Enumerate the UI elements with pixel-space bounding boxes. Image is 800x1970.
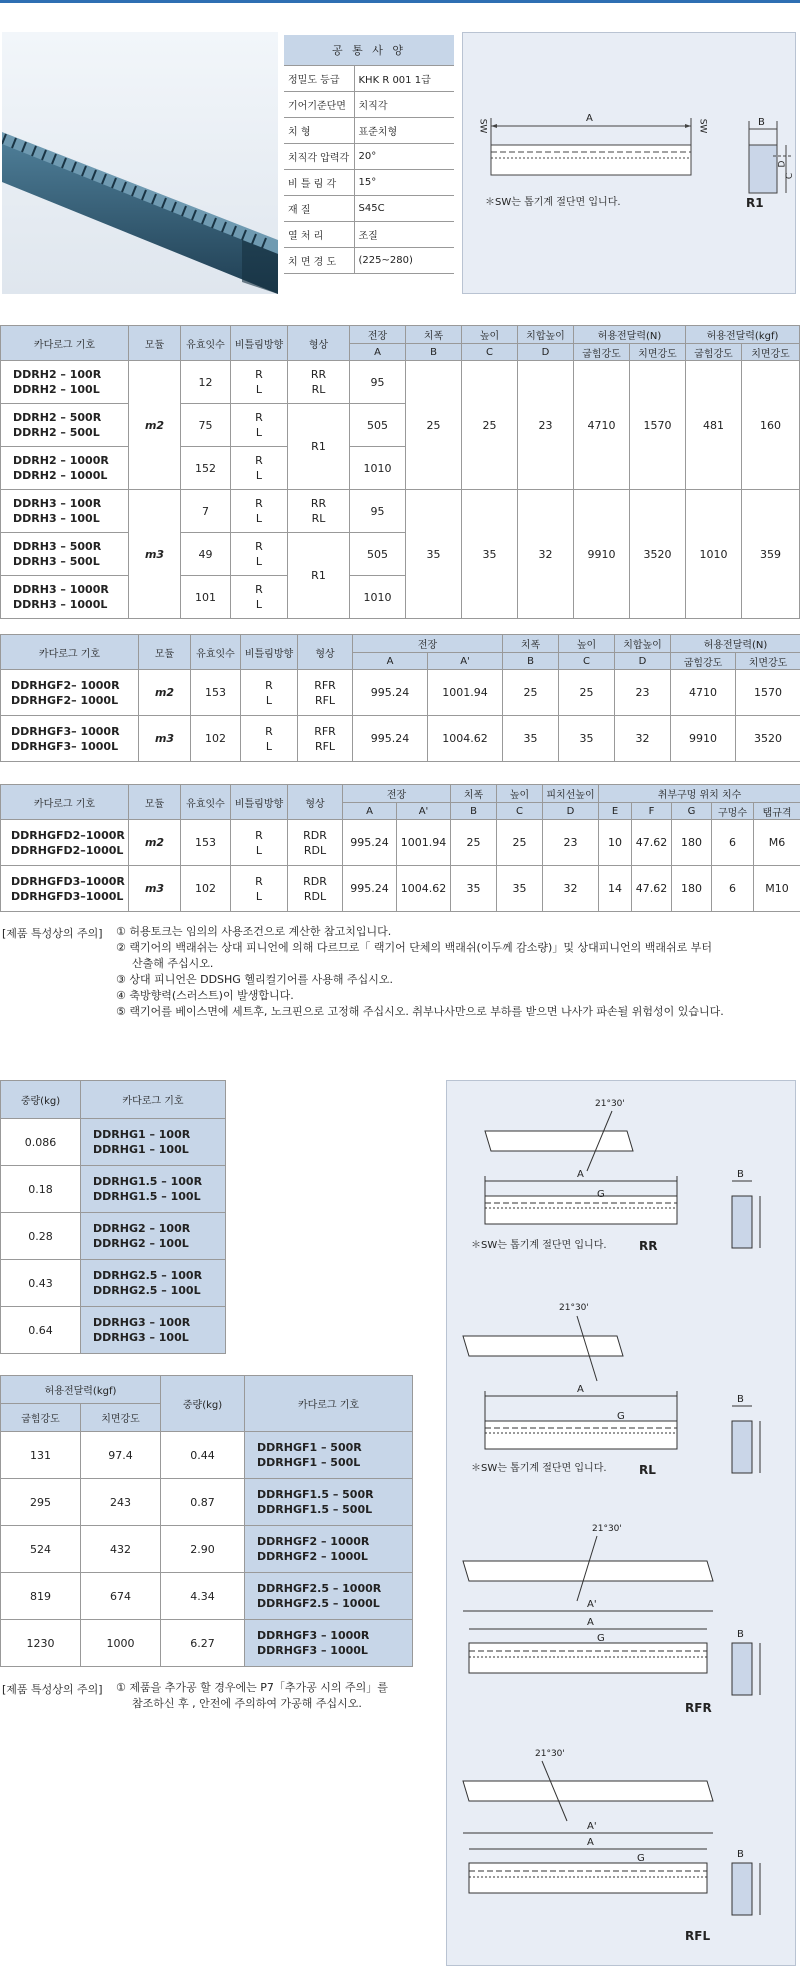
sub-g: G: [672, 803, 712, 820]
col-width: 치폭: [451, 785, 497, 803]
force-bend: 1230: [1, 1620, 81, 1667]
catalog-no: DDRHG2.5 – 100R DDRHG2.5 – 100L: [81, 1260, 226, 1307]
dim-c-label: C: [785, 172, 796, 180]
teeth: 7: [181, 490, 231, 533]
col-length: 전장: [353, 635, 503, 653]
length-a: 95: [350, 361, 406, 404]
force-surf: 243: [81, 1479, 161, 1526]
force-n-surf: 3520: [736, 716, 800, 762]
length-a: 505: [350, 404, 406, 447]
spec-row: [284, 195, 454, 221]
dim-f: 47.62: [632, 820, 672, 866]
force-kgf-bend: 1010: [686, 490, 742, 619]
sub-b: B: [406, 344, 462, 361]
force-n-bend: 9910: [574, 490, 630, 619]
weight: 0.44: [161, 1432, 245, 1479]
force-surf: 97.4: [81, 1432, 161, 1479]
length-a2: 1001.94: [428, 670, 503, 716]
dim-a-label: A: [577, 1384, 584, 1395]
spec-value: 표준치형: [354, 117, 454, 143]
angle-label: 21°30': [592, 1524, 622, 1534]
table-row: [1, 1307, 226, 1354]
dim-g-label: G: [597, 1189, 605, 1200]
weight: 0.086: [1, 1119, 81, 1166]
col-module: 모듈: [129, 326, 181, 361]
rl-label: RL: [639, 1463, 656, 1477]
catalog-no: DDRH3 – 1000R DDRH3 – 1000L: [1, 576, 129, 619]
col-weight: 중량(kg): [161, 1376, 245, 1432]
dim-a2-label: A': [587, 1599, 597, 1610]
hole-count: 6: [712, 820, 754, 866]
direction: R L: [241, 716, 298, 762]
length-a2: 1001.94: [397, 820, 451, 866]
spec-key: 비 틀 림 각: [284, 169, 354, 195]
weight: 0.28: [1, 1213, 81, 1260]
force-surf: 1000: [81, 1620, 161, 1667]
spec-key: 치 형: [284, 117, 354, 143]
col-pitch: 치합높이: [615, 635, 671, 653]
spec-value: (225~280): [354, 247, 454, 273]
col-catalog: 카다로그 기호: [1, 785, 129, 820]
col-shape: 형상: [298, 635, 353, 670]
sub-bend: 굽힘강도: [1, 1404, 81, 1432]
spec-value: 20°: [354, 143, 454, 169]
table-row: [1, 820, 800, 866]
height-c: 35: [462, 490, 518, 619]
catalog-no: DDRHGF3– 1000R DDRHGF3– 1000L: [1, 716, 139, 762]
pitch-d: 23: [543, 820, 599, 866]
teeth: 153: [191, 670, 241, 716]
force-surf: 674: [81, 1573, 161, 1620]
sub-surf: 치면강도: [742, 344, 800, 361]
weight: 0.87: [161, 1479, 245, 1526]
spec-value: 조질: [354, 221, 454, 247]
table-row: [1, 361, 800, 404]
dim-b-label: B: [737, 1629, 744, 1640]
rr-label: RR: [639, 1239, 658, 1253]
catalog-no: DDRHGF2– 1000R DDRHGF2– 1000L: [1, 670, 139, 716]
caution-item: ④ 축방향력(스러스트)이 발생합니다.: [116, 989, 294, 1002]
catalog-no: DDRH2 – 1000R DDRH2 – 1000L: [1, 447, 129, 490]
table-row: [1, 1573, 413, 1620]
spec-table-ddrh: [0, 325, 800, 619]
weight-table-ddrhgf: [0, 1375, 413, 1667]
dim-a-label: A: [587, 1837, 594, 1848]
shape: RFR RFL: [298, 716, 353, 762]
spec-row: [284, 169, 454, 195]
pitch-d: 32: [615, 716, 671, 762]
pitch-d: 23: [518, 361, 574, 490]
table-row: [1, 1260, 226, 1307]
weight: 0.43: [1, 1260, 81, 1307]
dim-a-label: A: [587, 1617, 594, 1628]
col-pitch: 치합높이: [518, 326, 574, 344]
sub-d: D: [615, 653, 671, 670]
table-row: [1, 1479, 413, 1526]
teeth: 12: [181, 361, 231, 404]
sw-left-label: SW: [477, 118, 488, 134]
dim-g: 180: [672, 866, 712, 912]
length-a: 995.24: [343, 820, 397, 866]
sub-e: E: [599, 803, 632, 820]
force-n-surf: 1570: [736, 670, 800, 716]
caution2-list: [116, 1680, 416, 1712]
sub-bend: 굽힘강도: [574, 344, 630, 361]
force-bend: 295: [1, 1479, 81, 1526]
caution-item: ① 허용토크는 임의의 사용조건으로 계산한 참고치입니다.: [116, 925, 392, 938]
sw-note: ＊SW는 톱기계 절단면 입니다.: [485, 197, 621, 208]
direction: R L: [231, 820, 288, 866]
direction: R L: [231, 361, 288, 404]
length-a: 505: [350, 533, 406, 576]
col-direction: 비틀림방향: [231, 785, 288, 820]
shape: R1: [288, 404, 350, 490]
shape: RFR RFL: [298, 670, 353, 716]
width-b: 35: [451, 866, 497, 912]
spec-title: 공 통 사 양: [284, 35, 454, 65]
dim-e: 10: [599, 820, 632, 866]
force-n-bend: 9910: [671, 716, 736, 762]
dim-b-label: B: [737, 1849, 744, 1860]
col-shape: 형상: [288, 785, 343, 820]
sub-a2: A': [428, 653, 503, 670]
col-height: 높이: [559, 635, 615, 653]
dim-b-label: B: [737, 1169, 744, 1180]
spec-key: 재 질: [284, 195, 354, 221]
sub-c: C: [462, 344, 518, 361]
spec-row: [284, 65, 454, 91]
spec-key: 기어기준단면: [284, 91, 354, 117]
spec-row: [284, 221, 454, 247]
shape: R1: [288, 533, 350, 619]
force-kgf-bend: 481: [686, 361, 742, 490]
sub-c: C: [497, 803, 543, 820]
common-spec-table: [284, 35, 454, 274]
sub-a: A: [343, 803, 397, 820]
direction: R L: [231, 576, 288, 619]
module: m2: [139, 670, 191, 716]
weight: 2.90: [161, 1526, 245, 1573]
module: m2: [129, 820, 181, 866]
length-a: 1010: [350, 447, 406, 490]
dim-g-label: G: [637, 1853, 645, 1864]
dim-d-label: D: [777, 160, 788, 168]
weight: 0.18: [1, 1166, 81, 1213]
table-row: [1, 670, 800, 716]
width-b: 25: [503, 670, 559, 716]
length-a2: 1004.62: [397, 866, 451, 912]
sub-bend: 굽힘강도: [671, 653, 736, 670]
catalog-no: DDRHGF2 – 1000R DDRHGF2 – 1000L: [245, 1526, 413, 1573]
catalog-no: DDRH3 – 100R DDRH3 – 100L: [1, 490, 129, 533]
table-row: [1, 1166, 226, 1213]
catalog-no: DDRHGF1.5 – 500R DDRHGF1.5 – 500L: [245, 1479, 413, 1526]
caution-item: 산출해 주십시오.: [132, 957, 214, 970]
spec-value: 치직각: [354, 91, 454, 117]
catalog-no: DDRHG2 – 100R DDRHG2 – 100L: [81, 1213, 226, 1260]
force-n-surf: 1570: [630, 361, 686, 490]
length-a2: 1004.62: [428, 716, 503, 762]
dim-e: 14: [599, 866, 632, 912]
spec-value: KHK R 001 1급: [354, 65, 454, 91]
dim-g-label: G: [597, 1633, 605, 1644]
shape-drawings: [447, 1081, 797, 1967]
catalog-no: DDRHG1 – 100R DDRHG1 – 100L: [81, 1119, 226, 1166]
teeth: 153: [181, 820, 231, 866]
col-force-kgf: 허용전달력(kgf): [1, 1376, 161, 1404]
table-row: [1, 1213, 226, 1260]
caution2-item: ① 제품을 추가공 할 경우에는 P7「추가공 시의 주의」를: [116, 1681, 388, 1694]
hole-count: 6: [712, 866, 754, 912]
caution-list: [116, 924, 796, 1020]
length-a: 1010: [350, 576, 406, 619]
height-c: 35: [559, 716, 615, 762]
spec-table-ddrhgf: [0, 634, 800, 762]
rack-shape-diagrams: [446, 1080, 796, 1966]
catalog-no: DDRHGFD2–1000R DDRHGFD2–1000L: [1, 820, 129, 866]
col-pitch: 피치선높이: [543, 785, 599, 803]
col-teeth: 유효잇수: [181, 785, 231, 820]
caution-item: ② 랙기어의 백래쉬는 상대 피니언에 의해 다르므로「 랙기어 단체의 백래쉬(이두께 감소량)」및 상대피니언의 백래쉬로 부터: [116, 941, 712, 954]
teeth: 102: [191, 716, 241, 762]
col-direction: 비틀림방향: [231, 326, 288, 361]
col-shape: 형상: [288, 326, 350, 361]
caution2-item: 참조하신 후 , 안전에 주의하여 가공해 주십시오.: [132, 1697, 362, 1710]
sub-b: B: [451, 803, 497, 820]
sub-a2: A': [397, 803, 451, 820]
spec-key: 열 처 리: [284, 221, 354, 247]
length-a: 995.24: [353, 670, 428, 716]
col-weight: 중량(kg): [1, 1081, 81, 1119]
col-force-kgf: 허용전달력(kgf): [686, 326, 800, 344]
weight: 6.27: [161, 1620, 245, 1667]
r1-label: R1: [746, 196, 764, 210]
shape: RDR RDL: [288, 820, 343, 866]
catalog-no: DDRH2 – 100R DDRH2 – 100L: [1, 361, 129, 404]
caution-item: ③ 상대 피니언은 DDSHG 헬리컬기어를 사용해 주십시오.: [116, 973, 393, 986]
col-module: 모듈: [139, 635, 191, 670]
height-c: 35: [497, 866, 543, 912]
col-mount: 취부구멍 위치 치수: [599, 785, 800, 803]
spec-table-ddrhgfd: [0, 784, 800, 912]
sub-bend: 굽힘강도: [686, 344, 742, 361]
force-kgf-surf: 359: [742, 490, 800, 619]
table-row: [1, 1432, 413, 1479]
table-row: [1, 1119, 226, 1166]
spec-value: 15°: [354, 169, 454, 195]
spec-key: 치 면 경 도: [284, 247, 354, 273]
angle-label: 21°30': [595, 1099, 625, 1109]
col-catalog: 카다로그 기호: [81, 1081, 226, 1119]
width-b: 35: [503, 716, 559, 762]
force-n-surf: 3520: [630, 490, 686, 619]
teeth: 49: [181, 533, 231, 576]
sw-right-label: SW: [697, 118, 708, 134]
col-height: 높이: [462, 326, 518, 344]
spec-row: [284, 143, 454, 169]
sub-surf: 치면강도: [81, 1404, 161, 1432]
direction: R L: [231, 447, 288, 490]
sub-a: A: [353, 653, 428, 670]
sub-holes: 구멍수: [712, 803, 754, 820]
length-a: 95: [350, 490, 406, 533]
sw-note: ＊SW는 톱기계 절단면 입니다.: [471, 1240, 607, 1251]
col-length: 전장: [343, 785, 451, 803]
shape: RR RL: [288, 361, 350, 404]
dim-a-label: A: [586, 113, 593, 124]
col-catalog: 카다로그 기호: [1, 635, 139, 670]
rfl-label: RFL: [685, 1929, 711, 1943]
module: m3: [129, 490, 181, 619]
sub-f: F: [632, 803, 672, 820]
sw-note: ＊SW는 톱기계 절단면 입니다.: [471, 1463, 607, 1474]
force-kgf-surf: 160: [742, 361, 800, 490]
force-n-bend: 4710: [574, 361, 630, 490]
teeth: 102: [181, 866, 231, 912]
dim-a-label: A: [577, 1169, 584, 1180]
force-surf: 432: [81, 1526, 161, 1573]
direction: R L: [231, 490, 288, 533]
sub-d: D: [518, 344, 574, 361]
col-teeth: 유효잇수: [191, 635, 241, 670]
direction: R L: [231, 533, 288, 576]
force-bend: 131: [1, 1432, 81, 1479]
dim-f: 47.62: [632, 866, 672, 912]
pitch-d: 23: [615, 670, 671, 716]
dim-b-label: B: [758, 117, 765, 128]
shape: RR RL: [288, 490, 350, 533]
sub-d: D: [543, 803, 599, 820]
r1-diagram: [462, 32, 796, 294]
table-row: [1, 1620, 413, 1667]
spec-row: [284, 247, 454, 273]
angle-label: 21°30': [535, 1749, 565, 1759]
caution-heading: [제품 특성상의 주의]: [2, 927, 103, 940]
pitch-d: 32: [518, 490, 574, 619]
tap-size: M10: [754, 866, 800, 912]
teeth: 75: [181, 404, 231, 447]
length-a: 995.24: [343, 866, 397, 912]
sub-b: B: [503, 653, 559, 670]
col-direction: 비틀림방향: [241, 635, 298, 670]
spec-row: [284, 117, 454, 143]
table-row: [1, 1526, 413, 1573]
direction: R L: [231, 866, 288, 912]
dim-a2-label: A': [587, 1821, 597, 1832]
angle-label: 21°30': [559, 1303, 589, 1313]
rfr-label: RFR: [685, 1701, 712, 1715]
dim-b-label: B: [737, 1394, 744, 1405]
direction: R L: [241, 670, 298, 716]
module: m3: [139, 716, 191, 762]
sub-surf: 치면강도: [630, 344, 686, 361]
height-c: 25: [559, 670, 615, 716]
weight: 4.34: [161, 1573, 245, 1620]
catalog-no: DDRHGF1 – 500R DDRHGF1 – 500L: [245, 1432, 413, 1479]
force-bend: 819: [1, 1573, 81, 1620]
shape: RDR RDL: [288, 866, 343, 912]
table-row: [1, 716, 800, 762]
col-force-n: 허용전달력(N): [671, 635, 800, 653]
dim-g-label: G: [617, 1411, 625, 1422]
spec-value: S45C: [354, 195, 454, 221]
col-width: 치폭: [503, 635, 559, 653]
catalog-no: DDRHGF3 – 1000R DDRHGF3 – 1000L: [245, 1620, 413, 1667]
pitch-d: 32: [543, 866, 599, 912]
caution-item: ⑤ 랙기어를 베이스면에 세트후, 노크핀으로 고정해 주십시오. 취부나사만으로 부하를 받으면 나사가 파손될 위험성이 있습니다.: [116, 1005, 724, 1018]
tap-size: M6: [754, 820, 800, 866]
teeth: 101: [181, 576, 231, 619]
col-teeth: 유효잇수: [181, 326, 231, 361]
rack-gear-image: [2, 32, 278, 294]
width-b: 25: [451, 820, 497, 866]
dim-g: 180: [672, 820, 712, 866]
r1-drawing: [463, 33, 797, 295]
table-row: [1, 866, 800, 912]
sub-tap: 탭규격: [754, 803, 800, 820]
module: m2: [129, 361, 181, 490]
catalog-no: DDRH2 – 500R DDRH2 – 500L: [1, 404, 129, 447]
catalog-no: DDRHG1.5 – 100R DDRHG1.5 – 100L: [81, 1166, 226, 1213]
col-length: 전장: [350, 326, 406, 344]
force-bend: 524: [1, 1526, 81, 1573]
col-force-n: 허용전달력(N): [574, 326, 686, 344]
col-catalog: 카다로그 기호: [1, 326, 129, 361]
catalog-no: DDRH3 – 500R DDRH3 – 500L: [1, 533, 129, 576]
catalog-no: DDRHGFD3–1000R DDRHGFD3–1000L: [1, 866, 129, 912]
sub-a: A: [350, 344, 406, 361]
col-width: 치폭: [406, 326, 462, 344]
col-catalog: 카다로그 기호: [245, 1376, 413, 1432]
force-n-bend: 4710: [671, 670, 736, 716]
catalog-no: DDRHG3 – 100R DDRHG3 – 100L: [81, 1307, 226, 1354]
rack-gear-photo: [2, 32, 278, 294]
sub-c: C: [559, 653, 615, 670]
direction: R L: [231, 404, 288, 447]
table-row: [1, 490, 800, 533]
spec-key: 치직각 압력각: [284, 143, 354, 169]
length-a: 995.24: [353, 716, 428, 762]
height-c: 25: [497, 820, 543, 866]
weight-table-ddrhg: [0, 1080, 226, 1354]
col-module: 모듈: [129, 785, 181, 820]
spec-key: 정밀도 등급: [284, 65, 354, 91]
weight: 0.64: [1, 1307, 81, 1354]
catalog-no: DDRHGF2.5 – 1000R DDRHGF2.5 – 1000L: [245, 1573, 413, 1620]
caution2-heading: [제품 특성상의 주의]: [2, 1683, 103, 1696]
width-b: 25: [406, 361, 462, 490]
height-c: 25: [462, 361, 518, 490]
module: m3: [129, 866, 181, 912]
spec-row: [284, 91, 454, 117]
teeth: 152: [181, 447, 231, 490]
sub-surf: 치면강도: [736, 653, 800, 670]
width-b: 35: [406, 490, 462, 619]
col-height: 높이: [497, 785, 543, 803]
top-rule: [0, 0, 800, 3]
